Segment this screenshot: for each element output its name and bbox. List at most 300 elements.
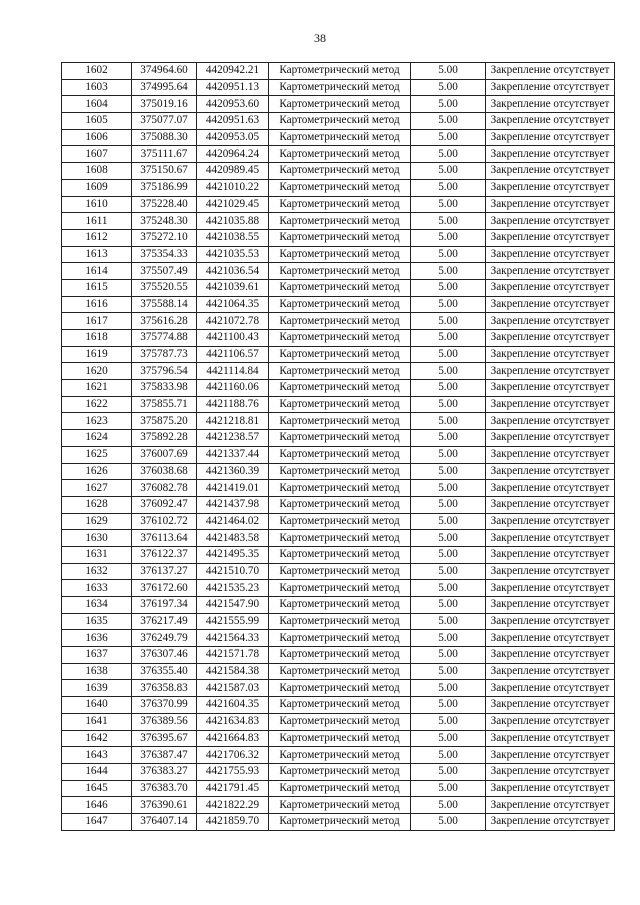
accuracy-cell: 5.00: [411, 196, 486, 213]
y-coordinate-cell: 4420989.45: [197, 163, 269, 180]
y-coordinate-cell: 4421555.99: [197, 613, 269, 630]
y-coordinate-cell: 4421036.54: [197, 263, 269, 280]
point-number-cell: 1642: [62, 730, 132, 747]
table-row: [62, 163, 615, 180]
accuracy-cell: 5.00: [411, 380, 486, 397]
x-coordinate-cell: 376383.27: [132, 763, 197, 780]
y-coordinate-cell: 4421547.90: [197, 597, 269, 614]
x-coordinate-cell: 375892.28: [132, 430, 197, 447]
fixing-cell: Закрепление отсутствует: [486, 380, 615, 397]
fixing-cell: Закрепление отсутствует: [486, 346, 615, 363]
table-row: [62, 113, 615, 130]
method-cell: Картометрический метод: [269, 563, 411, 580]
method-cell: Картометрический метод: [269, 346, 411, 363]
table-row: [62, 597, 615, 614]
table-row: [62, 380, 615, 397]
fixing-cell: Закрепление отсутствует: [486, 763, 615, 780]
table-row: [62, 330, 615, 347]
x-coordinate-cell: 376395.67: [132, 730, 197, 747]
accuracy-cell: 5.00: [411, 279, 486, 296]
y-coordinate-cell: 4420953.05: [197, 129, 269, 146]
fixing-cell: Закрепление отсутствует: [486, 96, 615, 113]
accuracy-cell: 5.00: [411, 63, 486, 80]
fixing-cell: Закрепление отсутствует: [486, 780, 615, 797]
point-number-cell: 1616: [62, 296, 132, 313]
y-coordinate-cell: 4421072.78: [197, 313, 269, 330]
method-cell: Картометрический метод: [269, 229, 411, 246]
method-cell: Картометрический метод: [269, 530, 411, 547]
method-cell: Картометрический метод: [269, 630, 411, 647]
y-coordinate-cell: 4420953.60: [197, 96, 269, 113]
table-row: [62, 396, 615, 413]
fixing-cell: Закрепление отсутствует: [486, 546, 615, 563]
fixing-cell: Закрепление отсутствует: [486, 179, 615, 196]
fixing-cell: Закрепление отсутствует: [486, 597, 615, 614]
x-coordinate-cell: 375855.71: [132, 396, 197, 413]
point-number-cell: 1620: [62, 363, 132, 380]
point-number-cell: 1637: [62, 647, 132, 664]
accuracy-cell: 5.00: [411, 680, 486, 697]
point-number-cell: 1643: [62, 747, 132, 764]
table-row: [62, 346, 615, 363]
method-cell: Картометрический метод: [269, 96, 411, 113]
accuracy-cell: 5.00: [411, 263, 486, 280]
method-cell: Картометрический метод: [269, 613, 411, 630]
y-coordinate-cell: 4421584.38: [197, 663, 269, 680]
x-coordinate-cell: 374964.60: [132, 63, 197, 80]
point-number-cell: 1635: [62, 613, 132, 630]
table-row: [62, 763, 615, 780]
accuracy-cell: 5.00: [411, 146, 486, 163]
point-number-cell: 1645: [62, 780, 132, 797]
accuracy-cell: 5.00: [411, 96, 486, 113]
accuracy-cell: 5.00: [411, 179, 486, 196]
accuracy-cell: 5.00: [411, 647, 486, 664]
method-cell: Картометрический метод: [269, 763, 411, 780]
accuracy-cell: 5.00: [411, 346, 486, 363]
method-cell: Картометрический метод: [269, 380, 411, 397]
x-coordinate-cell: 376038.68: [132, 463, 197, 480]
x-coordinate-cell: 376355.40: [132, 663, 197, 680]
x-coordinate-cell: 375787.73: [132, 346, 197, 363]
table-row: [62, 196, 615, 213]
y-coordinate-cell: 4421218.81: [197, 413, 269, 430]
point-number-cell: 1610: [62, 196, 132, 213]
accuracy-cell: 5.00: [411, 597, 486, 614]
method-cell: Картометрический метод: [269, 580, 411, 597]
table-row: [62, 663, 615, 680]
fixing-cell: Закрепление отсутствует: [486, 63, 615, 80]
method-cell: Картометрический метод: [269, 413, 411, 430]
method-cell: Картометрический метод: [269, 79, 411, 96]
point-number-cell: 1603: [62, 79, 132, 96]
y-coordinate-cell: 4421604.35: [197, 697, 269, 714]
fixing-cell: Закрепление отсутствует: [486, 530, 615, 547]
table-row: [62, 229, 615, 246]
accuracy-cell: 5.00: [411, 463, 486, 480]
fixing-cell: Закрепление отсутствует: [486, 213, 615, 230]
fixing-cell: Закрепление отсутствует: [486, 79, 615, 96]
fixing-cell: Закрепление отсутствует: [486, 680, 615, 697]
x-coordinate-cell: 376197.34: [132, 597, 197, 614]
y-coordinate-cell: 4421029.45: [197, 196, 269, 213]
method-cell: Картометрический метод: [269, 697, 411, 714]
point-number-cell: 1633: [62, 580, 132, 597]
y-coordinate-cell: 4421510.70: [197, 563, 269, 580]
fixing-cell: Закрепление отсутствует: [486, 663, 615, 680]
point-number-cell: 1647: [62, 813, 132, 830]
accuracy-cell: 5.00: [411, 113, 486, 130]
x-coordinate-cell: 375150.67: [132, 163, 197, 180]
method-cell: Картометрический метод: [269, 146, 411, 163]
y-coordinate-cell: 4421064.35: [197, 296, 269, 313]
table-row: [62, 363, 615, 380]
table-row: [62, 780, 615, 797]
y-coordinate-cell: 4420951.13: [197, 79, 269, 96]
y-coordinate-cell: 4421535.23: [197, 580, 269, 597]
accuracy-cell: 5.00: [411, 697, 486, 714]
fixing-cell: Закрепление отсутствует: [486, 163, 615, 180]
y-coordinate-cell: 4421160.06: [197, 380, 269, 397]
fixing-cell: Закрепление отсутствует: [486, 113, 615, 130]
x-coordinate-cell: 376082.78: [132, 480, 197, 497]
method-cell: Картометрический метод: [269, 363, 411, 380]
accuracy-cell: 5.00: [411, 747, 486, 764]
accuracy-cell: 5.00: [411, 563, 486, 580]
point-number-cell: 1640: [62, 697, 132, 714]
method-cell: Картометрический метод: [269, 330, 411, 347]
fixing-cell: Закрепление отсутствует: [486, 513, 615, 530]
table-row: [62, 513, 615, 530]
table-row: [62, 296, 615, 313]
table-row: [62, 613, 615, 630]
x-coordinate-cell: 376217.49: [132, 613, 197, 630]
table-row: [62, 430, 615, 447]
table-row: [62, 747, 615, 764]
method-cell: Картометрический метод: [269, 129, 411, 146]
point-number-cell: 1617: [62, 313, 132, 330]
point-number-cell: 1646: [62, 797, 132, 814]
x-coordinate-cell: 375088.30: [132, 129, 197, 146]
accuracy-cell: 5.00: [411, 513, 486, 530]
y-coordinate-cell: 4421039.61: [197, 279, 269, 296]
table-row: [62, 446, 615, 463]
fixing-cell: Закрепление отсутствует: [486, 747, 615, 764]
table-row: [62, 413, 615, 430]
point-number-cell: 1634: [62, 597, 132, 614]
fixing-cell: Закрепление отсутствует: [486, 263, 615, 280]
method-cell: Картометрический метод: [269, 313, 411, 330]
table-row: [62, 279, 615, 296]
point-number-cell: 1631: [62, 546, 132, 563]
fixing-cell: Закрепление отсутствует: [486, 246, 615, 263]
x-coordinate-cell: 375796.54: [132, 363, 197, 380]
table-row: [62, 530, 615, 547]
point-number-cell: 1618: [62, 330, 132, 347]
accuracy-cell: 5.00: [411, 246, 486, 263]
fixing-cell: Закрепление отсутствует: [486, 413, 615, 430]
x-coordinate-cell: 376370.99: [132, 697, 197, 714]
method-cell: Картометрический метод: [269, 296, 411, 313]
accuracy-cell: 5.00: [411, 630, 486, 647]
point-number-cell: 1636: [62, 630, 132, 647]
point-number-cell: 1606: [62, 129, 132, 146]
table-row: [62, 79, 615, 96]
y-coordinate-cell: 4420964.24: [197, 146, 269, 163]
y-coordinate-cell: 4421188.76: [197, 396, 269, 413]
table-row: [62, 713, 615, 730]
point-number-cell: 1639: [62, 680, 132, 697]
y-coordinate-cell: 4421634.83: [197, 713, 269, 730]
accuracy-cell: 5.00: [411, 446, 486, 463]
point-number-cell: 1611: [62, 213, 132, 230]
x-coordinate-cell: 375077.07: [132, 113, 197, 130]
x-coordinate-cell: 376172.60: [132, 580, 197, 597]
table-body: [62, 63, 615, 831]
y-coordinate-cell: 4420942.21: [197, 63, 269, 80]
coordinates-table: [61, 62, 615, 831]
method-cell: Картометрический метод: [269, 647, 411, 664]
x-coordinate-cell: 374995.64: [132, 79, 197, 96]
x-coordinate-cell: 375248.30: [132, 213, 197, 230]
fixing-cell: Закрепление отсутствует: [486, 813, 615, 830]
fixing-cell: Закрепление отсутствует: [486, 797, 615, 814]
method-cell: Картометрический метод: [269, 496, 411, 513]
y-coordinate-cell: 4421755.93: [197, 763, 269, 780]
point-number-cell: 1630: [62, 530, 132, 547]
table-row: [62, 680, 615, 697]
method-cell: Картометрический метод: [269, 713, 411, 730]
table-row: [62, 730, 615, 747]
accuracy-cell: 5.00: [411, 430, 486, 447]
method-cell: Картометрический метод: [269, 730, 411, 747]
y-coordinate-cell: 4421038.55: [197, 229, 269, 246]
fixing-cell: Закрепление отсутствует: [486, 463, 615, 480]
fixing-cell: Закрепление отсутствует: [486, 630, 615, 647]
point-number-cell: 1604: [62, 96, 132, 113]
x-coordinate-cell: 375019.16: [132, 96, 197, 113]
fixing-cell: Закрепление отсутствует: [486, 363, 615, 380]
accuracy-cell: 5.00: [411, 229, 486, 246]
fixing-cell: Закрепление отсутствует: [486, 647, 615, 664]
point-number-cell: 1615: [62, 279, 132, 296]
table-row: [62, 146, 615, 163]
method-cell: Картометрический метод: [269, 513, 411, 530]
table-row: [62, 496, 615, 513]
fixing-cell: Закрепление отсутствует: [486, 563, 615, 580]
accuracy-cell: 5.00: [411, 546, 486, 563]
fixing-cell: Закрепление отсутствует: [486, 330, 615, 347]
y-coordinate-cell: 4421464.02: [197, 513, 269, 530]
y-coordinate-cell: 4421706.32: [197, 747, 269, 764]
point-number-cell: 1622: [62, 396, 132, 413]
x-coordinate-cell: 376407.14: [132, 813, 197, 830]
x-coordinate-cell: 376137.27: [132, 563, 197, 580]
point-number-cell: 1621: [62, 380, 132, 397]
x-coordinate-cell: 376390.61: [132, 797, 197, 814]
method-cell: Картометрический метод: [269, 747, 411, 764]
point-number-cell: 1644: [62, 763, 132, 780]
y-coordinate-cell: 4421664.83: [197, 730, 269, 747]
method-cell: Картометрический метод: [269, 179, 411, 196]
fixing-cell: Закрепление отсутствует: [486, 580, 615, 597]
method-cell: Картометрический метод: [269, 663, 411, 680]
point-number-cell: 1638: [62, 663, 132, 680]
fixing-cell: Закрепление отсутствует: [486, 196, 615, 213]
y-coordinate-cell: 4421495.35: [197, 546, 269, 563]
point-number-cell: 1612: [62, 229, 132, 246]
accuracy-cell: 5.00: [411, 780, 486, 797]
fixing-cell: Закрепление отсутствует: [486, 430, 615, 447]
method-cell: Картометрический метод: [269, 480, 411, 497]
point-number-cell: 1626: [62, 463, 132, 480]
table-row: [62, 546, 615, 563]
fixing-cell: Закрепление отсутствует: [486, 613, 615, 630]
method-cell: Картометрический метод: [269, 63, 411, 80]
y-coordinate-cell: 4421360.39: [197, 463, 269, 480]
point-number-cell: 1613: [62, 246, 132, 263]
table-row: [62, 813, 615, 830]
fixing-cell: Закрепление отсутствует: [486, 730, 615, 747]
method-cell: Картометрический метод: [269, 780, 411, 797]
accuracy-cell: 5.00: [411, 797, 486, 814]
x-coordinate-cell: 375833.98: [132, 380, 197, 397]
accuracy-cell: 5.00: [411, 129, 486, 146]
point-number-cell: 1608: [62, 163, 132, 180]
y-coordinate-cell: 4421035.88: [197, 213, 269, 230]
x-coordinate-cell: 375186.99: [132, 179, 197, 196]
accuracy-cell: 5.00: [411, 663, 486, 680]
fixing-cell: Закрепление отсутствует: [486, 496, 615, 513]
x-coordinate-cell: 375354.33: [132, 246, 197, 263]
x-coordinate-cell: 375616.28: [132, 313, 197, 330]
method-cell: Картометрический метод: [269, 813, 411, 830]
y-coordinate-cell: 4421238.57: [197, 430, 269, 447]
x-coordinate-cell: 376383.70: [132, 780, 197, 797]
method-cell: Картометрический метод: [269, 430, 411, 447]
method-cell: Картометрический метод: [269, 463, 411, 480]
x-coordinate-cell: 376102.72: [132, 513, 197, 530]
y-coordinate-cell: 4421483.58: [197, 530, 269, 547]
x-coordinate-cell: 376387.47: [132, 747, 197, 764]
accuracy-cell: 5.00: [411, 613, 486, 630]
table-row: [62, 580, 615, 597]
x-coordinate-cell: 375111.67: [132, 146, 197, 163]
accuracy-cell: 5.00: [411, 313, 486, 330]
point-number-cell: 1607: [62, 146, 132, 163]
x-coordinate-cell: 375228.40: [132, 196, 197, 213]
fixing-cell: Закрепление отсутствует: [486, 713, 615, 730]
table-row: [62, 96, 615, 113]
x-coordinate-cell: 375507.49: [132, 263, 197, 280]
fixing-cell: Закрепление отсутствует: [486, 229, 615, 246]
y-coordinate-cell: 4421564.33: [197, 630, 269, 647]
accuracy-cell: 5.00: [411, 763, 486, 780]
point-number-cell: 1628: [62, 496, 132, 513]
point-number-cell: 1609: [62, 179, 132, 196]
table-row: [62, 563, 615, 580]
method-cell: Картометрический метод: [269, 279, 411, 296]
method-cell: Картометрический метод: [269, 196, 411, 213]
y-coordinate-cell: 4420951.63: [197, 113, 269, 130]
x-coordinate-cell: 376307.46: [132, 647, 197, 664]
accuracy-cell: 5.00: [411, 580, 486, 597]
point-number-cell: 1625: [62, 446, 132, 463]
x-coordinate-cell: 376007.69: [132, 446, 197, 463]
method-cell: Картометрический метод: [269, 113, 411, 130]
accuracy-cell: 5.00: [411, 363, 486, 380]
table-row: [62, 697, 615, 714]
x-coordinate-cell: 376389.56: [132, 713, 197, 730]
table-row: [62, 313, 615, 330]
table-row: [62, 179, 615, 196]
method-cell: Картометрический метод: [269, 797, 411, 814]
point-number-cell: 1619: [62, 346, 132, 363]
method-cell: Картометрический метод: [269, 163, 411, 180]
accuracy-cell: 5.00: [411, 713, 486, 730]
point-number-cell: 1623: [62, 413, 132, 430]
fixing-cell: Закрепление отсутствует: [486, 146, 615, 163]
method-cell: Картометрический метод: [269, 446, 411, 463]
y-coordinate-cell: 4421035.53: [197, 246, 269, 263]
point-number-cell: 1602: [62, 63, 132, 80]
y-coordinate-cell: 4421822.29: [197, 797, 269, 814]
accuracy-cell: 5.00: [411, 813, 486, 830]
point-number-cell: 1627: [62, 480, 132, 497]
fixing-cell: Закрепление отсутствует: [486, 296, 615, 313]
method-cell: Картометрический метод: [269, 213, 411, 230]
fixing-cell: Закрепление отсутствует: [486, 396, 615, 413]
method-cell: Картометрический метод: [269, 396, 411, 413]
y-coordinate-cell: 4421106.57: [197, 346, 269, 363]
y-coordinate-cell: 4421571.78: [197, 647, 269, 664]
point-number-cell: 1641: [62, 713, 132, 730]
accuracy-cell: 5.00: [411, 296, 486, 313]
table-row: [62, 129, 615, 146]
method-cell: Картометрический метод: [269, 597, 411, 614]
fixing-cell: Закрепление отсутствует: [486, 129, 615, 146]
y-coordinate-cell: 4421859.70: [197, 813, 269, 830]
fixing-cell: Закрепление отсутствует: [486, 446, 615, 463]
table-row: [62, 463, 615, 480]
method-cell: Картометрический метод: [269, 680, 411, 697]
accuracy-cell: 5.00: [411, 330, 486, 347]
accuracy-cell: 5.00: [411, 79, 486, 96]
y-coordinate-cell: 4421587.03: [197, 680, 269, 697]
accuracy-cell: 5.00: [411, 163, 486, 180]
accuracy-cell: 5.00: [411, 730, 486, 747]
method-cell: Картометрический метод: [269, 263, 411, 280]
point-number-cell: 1629: [62, 513, 132, 530]
fixing-cell: Закрепление отсутствует: [486, 697, 615, 714]
x-coordinate-cell: 376092.47: [132, 496, 197, 513]
accuracy-cell: 5.00: [411, 496, 486, 513]
table-row: [62, 797, 615, 814]
point-number-cell: 1632: [62, 563, 132, 580]
method-cell: Картометрический метод: [269, 546, 411, 563]
accuracy-cell: 5.00: [411, 530, 486, 547]
x-coordinate-cell: 375272.10: [132, 229, 197, 246]
accuracy-cell: 5.00: [411, 413, 486, 430]
table-row: [62, 480, 615, 497]
table-row: [62, 647, 615, 664]
x-coordinate-cell: 375774.88: [132, 330, 197, 347]
point-number-cell: 1624: [62, 430, 132, 447]
y-coordinate-cell: 4421100.43: [197, 330, 269, 347]
y-coordinate-cell: 4421791.45: [197, 780, 269, 797]
y-coordinate-cell: 4421114.84: [197, 363, 269, 380]
table-row: [62, 246, 615, 263]
